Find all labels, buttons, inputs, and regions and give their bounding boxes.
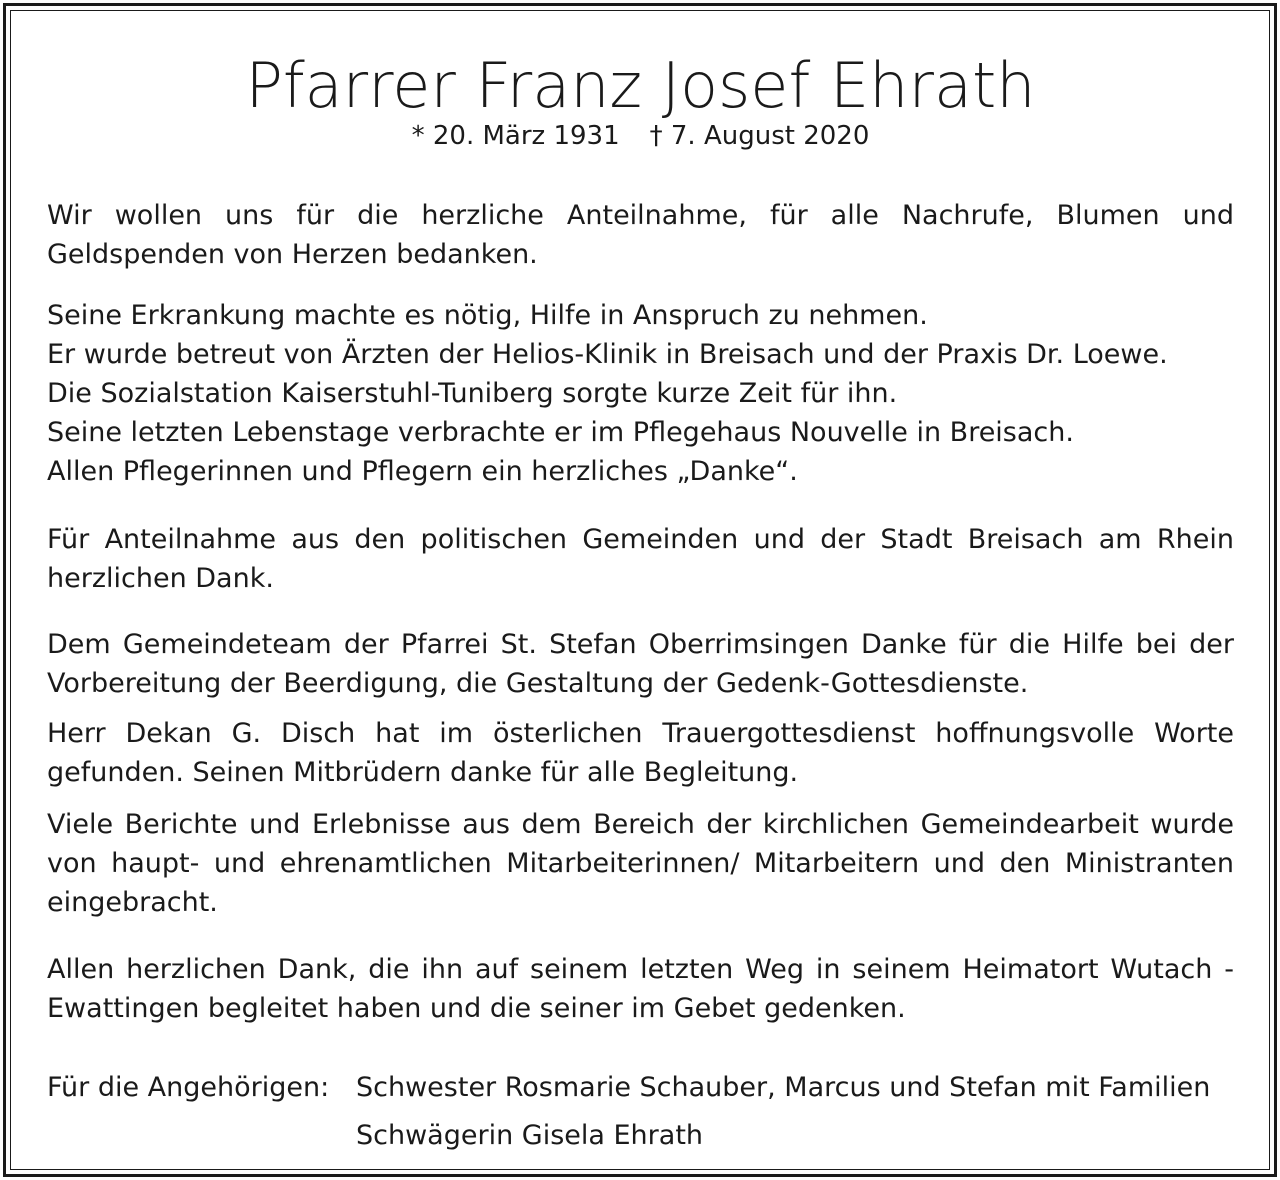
signature-label: Für die Angehörigen: [47, 1072, 330, 1103]
care-paragraph [47, 296, 1234, 491]
care-line: Allen Pflegerinnen und Pflegern ein herzliches „Danke“. [47, 456, 798, 487]
notice-title: Pfarrer Franz Josef Ehrath [245, 49, 1036, 122]
care-line: Seine Erkrankung machte es nötig, Hilfe in Anspruch zu nehmen. [47, 300, 928, 331]
last-way-paragraph: Allen herzlichen Dank, die ihn auf seinem letzten Weg in seinem Heimatort Wutach - Ewattingen begleitet haben und die seiner im Gebet gedenken. [47, 954, 1234, 1024]
signature-name-line: Schwester Rosmarie Schauber, Marcus und Stefan mit Familien [356, 1072, 1211, 1103]
reports-paragraph: Viele Berichte und Erlebnisse aus dem Bereich der kirchlichen Gemeindearbeit wurde von haupt- und ehrenamtlichen Mitarbeiterinnen/ Mitarbeitern und den Ministranten eingebracht. [47, 809, 1234, 918]
care-line: Die Sozialstation Kaiserstuhl-Tuniberg sorgte kurze Zeit für ihn. [47, 378, 898, 409]
birth-date: * 20. März 1931 [411, 121, 620, 151]
death-date: † 7. August 2020 [649, 121, 870, 151]
municipalities-paragraph: Für Anteilnahme aus den politischen Gemeinden und der Stadt Breisach am Rhein herzlichen Dank. [47, 524, 1234, 594]
signature-names [356, 1064, 1210, 1160]
signature-name-line: Schwägerin Gisela Ehrath [356, 1120, 704, 1151]
dean-paragraph: Herr Dekan G. Disch hat im österlichen Trauergottesdienst hoffnungsvolle Worte gefunden. Seinen Mitbrüdern danke für alle Begleitung. [47, 718, 1234, 788]
thanks-paragraph: Wir wollen uns für die herzliche Anteilnahme, für alle Nachrufe, Blumen und Geldspenden von Herzen bedanken. [47, 200, 1234, 270]
life-dates [47, 116, 1234, 156]
care-line: Seine letzten Lebenstage verbrachte er im Pflegehaus Nouvelle in Breisach. [47, 417, 1074, 448]
parish-team-paragraph: Dem Gemeindeteam der Pfarrei St. Stefan Oberrimsingen Danke für die Hilfe bei der Vorbereitung der Beerdigung, die Gestaltung der Gedenk-Gottesdienste. [47, 629, 1234, 699]
care-line: Er wurde betreut von Ärzten der Helios-Klinik in Breisach und der Praxis Dr. Loewe. [47, 339, 1168, 370]
